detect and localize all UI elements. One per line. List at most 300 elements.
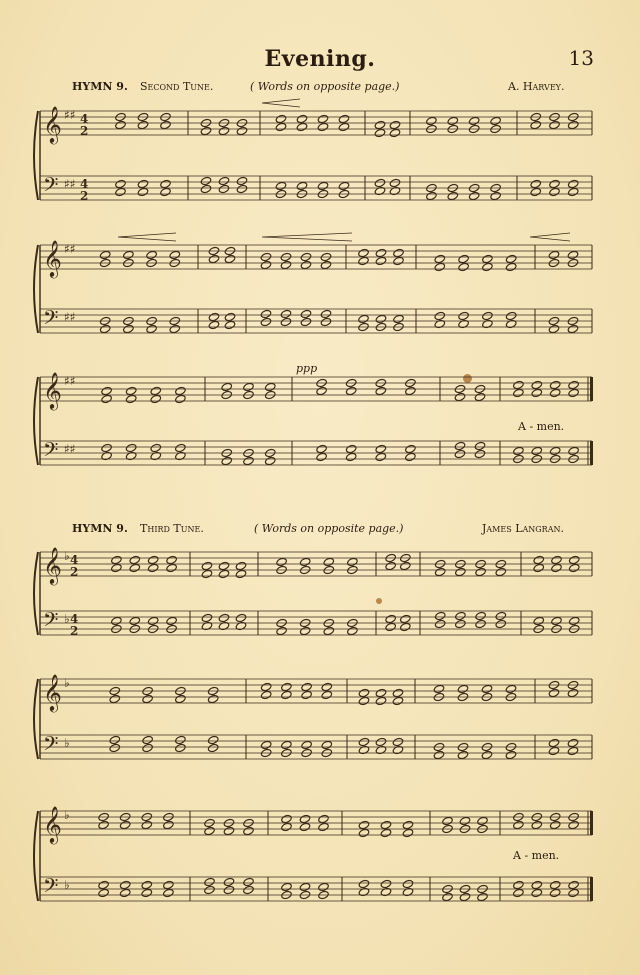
note-head <box>169 250 181 259</box>
note-head <box>457 750 469 759</box>
time-signature: 4 <box>70 612 79 626</box>
note-head <box>129 616 141 625</box>
note-head <box>434 311 446 320</box>
bass-clef: 𝄢 <box>43 608 59 636</box>
note-head <box>458 262 470 271</box>
key-signature: ♯♯ <box>64 374 76 388</box>
note-head <box>204 877 216 886</box>
hairpin <box>530 233 570 241</box>
note-head <box>281 882 293 891</box>
note-head <box>490 191 502 200</box>
note-head <box>482 311 494 320</box>
note-head <box>175 743 187 752</box>
key-signature: ♯♯ <box>64 242 76 256</box>
note-head <box>567 688 579 697</box>
note-head <box>475 611 487 620</box>
note-head <box>111 555 123 564</box>
note-head <box>299 626 311 635</box>
note-head <box>549 888 561 897</box>
note-head <box>146 250 158 259</box>
note-head <box>175 386 187 395</box>
note-head <box>389 120 401 129</box>
note-head <box>531 380 543 389</box>
note-head <box>163 820 175 829</box>
note-head <box>243 826 255 835</box>
note-head <box>513 446 525 455</box>
note-head <box>375 314 387 323</box>
note-head <box>567 250 579 259</box>
note-head <box>345 452 357 461</box>
note-head <box>375 452 387 461</box>
note-head <box>101 386 113 395</box>
note-head <box>218 561 230 570</box>
note-head <box>380 828 392 837</box>
note-head <box>568 820 580 829</box>
note-head <box>317 181 329 190</box>
note-head <box>175 443 187 452</box>
note-head <box>323 557 335 566</box>
note-head <box>296 181 308 190</box>
note-head <box>347 557 359 566</box>
note-head <box>115 187 127 196</box>
note-head <box>375 737 387 746</box>
note-head <box>400 561 412 570</box>
time-signature: 2 <box>80 189 89 203</box>
note-head <box>358 256 370 265</box>
note-head <box>301 682 313 691</box>
note-head <box>567 324 579 333</box>
note-head <box>549 179 561 188</box>
note-head <box>567 738 579 747</box>
hairpin <box>262 233 352 241</box>
note-head <box>236 126 248 135</box>
system-brace <box>34 679 38 759</box>
note-head <box>281 814 293 823</box>
note-head <box>141 820 153 829</box>
note-head <box>434 254 446 263</box>
final-barline <box>590 811 593 835</box>
note-head <box>260 690 272 699</box>
note-head <box>98 880 110 889</box>
note-head <box>549 820 561 829</box>
note-head <box>201 569 213 578</box>
note-head <box>375 696 387 705</box>
note-head <box>276 626 288 635</box>
note-head <box>320 309 332 318</box>
note-head <box>318 822 330 831</box>
note-head <box>345 386 357 395</box>
note-head <box>567 179 579 188</box>
note-head <box>513 380 525 389</box>
note-head <box>548 688 560 697</box>
note-head <box>142 694 154 703</box>
note-head <box>433 750 445 759</box>
note-head <box>385 614 397 623</box>
note-head <box>98 888 110 897</box>
note-head <box>218 184 230 193</box>
note-head <box>442 892 454 901</box>
note-head <box>358 737 370 746</box>
note-head <box>207 735 219 744</box>
note-head <box>125 394 137 403</box>
note-head <box>316 386 328 395</box>
note-head <box>533 563 545 572</box>
note-head <box>264 456 276 465</box>
note-head <box>223 885 235 894</box>
note-head <box>374 120 386 129</box>
tune-name: Third Tune. <box>140 522 204 535</box>
note-head <box>458 254 470 263</box>
note-head <box>123 250 135 259</box>
note-head <box>318 882 330 891</box>
note-head <box>299 822 311 831</box>
note-head <box>142 735 154 744</box>
note-head <box>301 690 313 699</box>
key-signature: ♭ <box>64 676 70 690</box>
note-head <box>549 187 561 196</box>
note-head <box>147 563 159 572</box>
note-head <box>513 820 525 829</box>
note-head <box>474 441 486 450</box>
note-head <box>405 452 417 461</box>
note-head <box>160 120 172 129</box>
note-head <box>468 191 480 200</box>
note-head <box>567 746 579 755</box>
note-head <box>111 616 123 625</box>
note-head <box>300 260 312 269</box>
key-signature: ♯♯ <box>64 442 76 456</box>
note-head <box>433 684 445 693</box>
system-brace <box>34 111 38 200</box>
note-head <box>235 569 247 578</box>
note-head <box>402 820 414 829</box>
bass-clef: 𝄢 <box>43 874 59 902</box>
note-head <box>299 814 311 823</box>
note-head <box>320 260 332 269</box>
note-head <box>260 740 272 749</box>
key-signature: ♭ <box>64 612 70 626</box>
note-head <box>260 682 272 691</box>
note-head <box>224 320 236 329</box>
note-head <box>505 311 517 320</box>
note-head <box>318 814 330 823</box>
note-head <box>260 309 272 318</box>
note-head <box>137 120 149 129</box>
note-head <box>442 816 454 825</box>
note-head <box>374 128 386 137</box>
note-head <box>490 116 502 125</box>
note-head <box>568 388 580 397</box>
note-head <box>150 443 162 452</box>
final-barline <box>590 441 593 465</box>
note-head <box>549 446 561 455</box>
note-head <box>119 880 131 889</box>
note-head <box>236 176 248 185</box>
note-head <box>568 880 580 889</box>
note-head <box>481 684 493 693</box>
final-barline <box>590 377 593 401</box>
note-head <box>375 248 387 257</box>
note-head <box>405 386 417 395</box>
note-head <box>513 888 525 897</box>
system-brace <box>34 552 38 635</box>
note-head <box>141 888 153 897</box>
key-signature: ♯♯ <box>64 310 76 324</box>
key-signature: ♭ <box>64 878 70 892</box>
note-head <box>142 743 154 752</box>
note-head <box>568 888 580 897</box>
note-head <box>123 324 135 333</box>
note-head <box>400 614 412 623</box>
note-head <box>99 324 111 333</box>
note-head <box>163 888 175 897</box>
note-head <box>568 616 580 625</box>
note-head <box>474 449 486 458</box>
note-head <box>204 885 216 894</box>
note-head <box>317 122 329 131</box>
note-head <box>389 178 401 187</box>
note-head <box>358 688 370 697</box>
note-head <box>531 888 543 897</box>
note-head <box>358 828 370 837</box>
note-head <box>125 443 137 452</box>
note-head <box>375 256 387 265</box>
note-head <box>208 254 220 263</box>
note-head <box>392 688 404 697</box>
note-head <box>434 611 446 620</box>
note-head <box>147 555 159 564</box>
note-head <box>426 191 438 200</box>
note-head <box>549 880 561 889</box>
note-head <box>530 120 542 129</box>
note-head <box>482 254 494 263</box>
note-head <box>338 181 350 190</box>
note-head <box>454 392 466 401</box>
note-head <box>380 879 392 888</box>
note-head <box>301 740 313 749</box>
note-head <box>513 388 525 397</box>
note-head <box>447 191 459 200</box>
page-number: 13 <box>568 46 594 70</box>
note-head <box>474 392 486 401</box>
note-head <box>146 324 158 333</box>
note-head <box>129 563 141 572</box>
note-head <box>175 735 187 744</box>
note-head <box>111 563 123 572</box>
note-head <box>243 382 255 391</box>
note-head <box>175 694 187 703</box>
note-head <box>393 248 405 257</box>
note-head <box>455 567 467 576</box>
note-head <box>281 740 293 749</box>
note-head <box>457 684 469 693</box>
time-signature: 4 <box>70 553 79 567</box>
note-head <box>109 743 121 752</box>
hymn-label: HYMN 9. <box>72 80 128 93</box>
note-head <box>321 740 333 749</box>
note-head <box>358 314 370 323</box>
time-signature: 4 <box>80 112 89 126</box>
note-head <box>218 613 230 622</box>
note-head <box>375 688 387 697</box>
note-head <box>166 616 178 625</box>
note-head <box>459 892 471 901</box>
note-head <box>568 446 580 455</box>
composer-name: James Langran. <box>482 522 564 535</box>
note-head <box>98 820 110 829</box>
note-head <box>531 388 543 397</box>
note-head <box>119 888 131 897</box>
note-head <box>434 619 446 628</box>
note-head <box>358 248 370 257</box>
note-head <box>454 449 466 458</box>
dynamic-marking: ppp <box>296 362 318 375</box>
key-signature: ♭ <box>64 808 70 822</box>
note-head <box>338 114 350 123</box>
note-head <box>375 444 387 453</box>
note-head <box>458 311 470 320</box>
note-head <box>223 826 235 835</box>
note-head <box>551 616 563 625</box>
note-head <box>316 452 328 461</box>
note-head <box>531 446 543 455</box>
note-head <box>221 456 233 465</box>
final-barline <box>590 877 593 901</box>
note-head <box>568 380 580 389</box>
note-head <box>224 254 236 263</box>
note-head <box>281 822 293 831</box>
note-head <box>235 613 247 622</box>
note-head <box>345 444 357 453</box>
note-head <box>454 441 466 450</box>
note-head <box>300 317 312 326</box>
note-head <box>243 885 255 894</box>
note-head <box>296 122 308 131</box>
key-signature: ♯♯ <box>64 177 76 191</box>
note-head <box>468 116 480 125</box>
time-signature: 2 <box>80 124 89 138</box>
note-head <box>434 262 446 271</box>
note-head <box>264 382 276 391</box>
note-head <box>125 386 137 395</box>
note-head <box>101 394 113 403</box>
note-head <box>392 696 404 705</box>
note-head <box>208 312 220 321</box>
note-head <box>455 619 467 628</box>
note-head <box>207 694 219 703</box>
note-head <box>276 557 288 566</box>
key-signature: ♯♯ <box>64 108 76 122</box>
note-head <box>275 122 287 131</box>
note-head <box>119 820 131 829</box>
note-head <box>109 735 121 744</box>
note-head <box>533 616 545 625</box>
note-head <box>402 828 414 837</box>
note-head <box>568 563 580 572</box>
note-head <box>323 626 335 635</box>
note-head <box>549 120 561 129</box>
hairpin <box>262 99 300 107</box>
note-head <box>137 179 149 188</box>
note-head <box>495 619 507 628</box>
time-signature: 2 <box>70 565 79 579</box>
note-head <box>393 314 405 323</box>
note-head <box>477 892 489 901</box>
note-head <box>299 557 311 566</box>
note-head <box>455 611 467 620</box>
note-head <box>393 256 405 265</box>
note-head <box>160 179 172 188</box>
treble-clef: 𝄞 <box>43 805 62 843</box>
note-head <box>374 178 386 187</box>
amen-text: A - men. <box>513 849 560 862</box>
note-head <box>385 561 397 570</box>
note-head <box>150 394 162 403</box>
note-head <box>505 684 517 693</box>
treble-clef: 𝄞 <box>43 673 62 711</box>
note-head <box>235 561 247 570</box>
note-head <box>316 444 328 453</box>
note-head <box>260 260 272 269</box>
note-head <box>548 738 560 747</box>
note-head <box>218 569 230 578</box>
note-head <box>358 879 370 888</box>
note-head <box>320 317 332 326</box>
note-head <box>375 386 387 395</box>
note-head <box>147 616 159 625</box>
hairpin <box>118 233 176 241</box>
note-head <box>175 394 187 403</box>
note-head <box>201 561 213 570</box>
time-signature: 2 <box>70 624 79 638</box>
note-head <box>204 826 216 835</box>
note-head <box>221 382 233 391</box>
note-head <box>280 309 292 318</box>
note-head <box>150 386 162 395</box>
note-head <box>549 380 561 389</box>
words-note: ( Words on opposite page.) <box>254 522 404 535</box>
note-head <box>402 879 414 888</box>
note-head <box>392 737 404 746</box>
note-head <box>567 187 579 196</box>
note-head <box>296 114 308 123</box>
note-head <box>482 262 494 271</box>
key-signature: ♭ <box>64 736 70 750</box>
system-brace <box>34 245 38 333</box>
note-head <box>275 114 287 123</box>
note-head <box>280 260 292 269</box>
note-head <box>207 743 219 752</box>
note-head <box>109 694 121 703</box>
system-brace <box>34 811 38 901</box>
note-head <box>201 613 213 622</box>
note-head <box>434 567 446 576</box>
note-head <box>531 880 543 889</box>
note-head <box>321 690 333 699</box>
note-head <box>548 746 560 755</box>
note-head <box>551 563 563 572</box>
treble-clef: 𝄞 <box>43 105 62 143</box>
note-head <box>115 120 127 129</box>
note-head <box>531 820 543 829</box>
tune-name: Second Tune. <box>140 80 214 93</box>
note-head <box>166 563 178 572</box>
note-head <box>338 122 350 131</box>
note-head <box>218 176 230 185</box>
note-head <box>115 179 127 188</box>
note-head <box>505 750 517 759</box>
hymn-label: HYMN 9. <box>72 522 128 535</box>
